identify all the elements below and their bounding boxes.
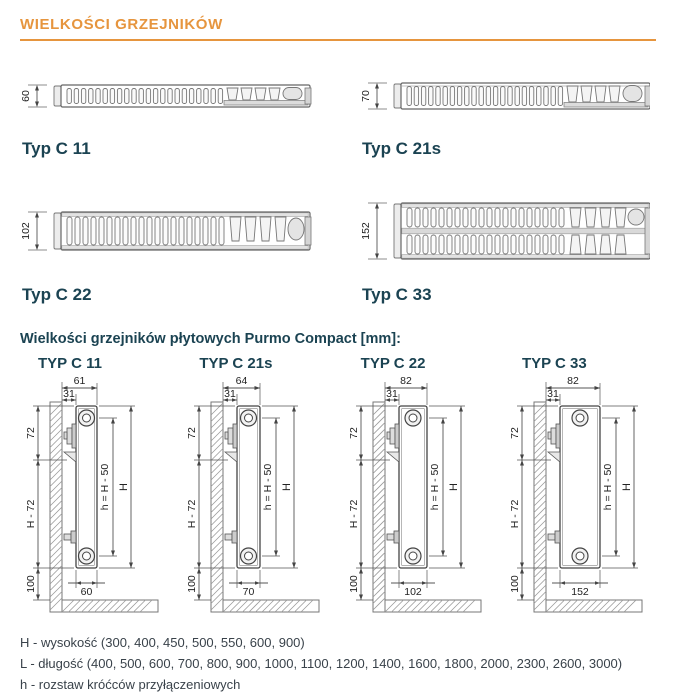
c33-label: Typ C 33	[362, 285, 432, 304]
c33-cross-section-figure	[360, 187, 656, 275]
c21s-radiator-depth: 70	[242, 586, 255, 598]
c33-height-label: H	[620, 483, 633, 491]
c11-radiator-depth: 60	[80, 586, 93, 598]
drawing-column-c22	[343, 355, 495, 622]
c11-cross-section-drawing	[20, 77, 330, 115]
c21s-cross-section-drawing	[360, 75, 650, 117]
c33-depth-dimension: 152	[360, 222, 372, 240]
c22-wall-height: H - 72	[347, 499, 360, 529]
c22-total-depth: 82	[399, 375, 412, 387]
c21s-floor-clearance: 100	[186, 575, 199, 593]
c22-cross-section-figure	[20, 187, 360, 275]
c22-connection-spacing: h = H - 50	[428, 463, 441, 511]
c11-total-depth: 61	[73, 375, 86, 387]
drawing-column-c33	[504, 355, 656, 622]
c33-wall-height: H - 72	[508, 499, 521, 529]
c33-radiator-depth: 152	[571, 586, 589, 598]
c33-cross-section-drawing	[360, 195, 650, 267]
section-subtitle: Wielkości grzejników płytowych Purmo Compact [mm]:	[20, 331, 401, 347]
installation-drawings	[20, 355, 656, 622]
c11-wall-distance: 31	[63, 388, 75, 400]
legend-connection-spacing: h - rozstaw króćców przyłączeniowych	[20, 677, 241, 692]
c21s-connection-spacing: h = H - 50	[262, 463, 275, 511]
c33-drawing-title: TYP C 33	[521, 355, 587, 372]
c22-top-margin: 72	[347, 427, 360, 439]
cross-section-c11	[20, 67, 360, 159]
title-divider	[20, 39, 656, 41]
c33-wall-distance: 31	[547, 388, 559, 400]
c22-wall-distance: 31	[385, 388, 398, 400]
cross-section-c22	[20, 159, 360, 305]
c22-radiator-depth: 102	[403, 586, 422, 598]
c33-installation-drawing	[504, 372, 656, 622]
cross-section-c33	[360, 159, 656, 305]
c21s-wall-distance: 31	[224, 388, 237, 400]
c21s-label: Typ C 21s	[362, 139, 442, 158]
drawing-column-c11	[20, 355, 172, 622]
c11-depth-dimension: 60	[20, 90, 32, 102]
c22-height-label: H	[447, 483, 460, 491]
c33-floor-clearance: 100	[508, 575, 521, 593]
c22-drawing-title: TYP C 22	[360, 355, 426, 372]
c33-connection-spacing: h = H - 50	[601, 463, 614, 511]
cross-section-c21s	[360, 67, 656, 159]
c21s-height-label: H	[281, 483, 294, 491]
c33-top-margin: 72	[508, 427, 521, 439]
c11-top-margin: 72	[25, 427, 37, 439]
c21s-drawing-title: TYP C 21s	[199, 355, 273, 372]
c11-drawing-title: TYP C 11	[38, 355, 102, 372]
cross-section-grid	[20, 67, 656, 305]
c21s-depth-dimension: 70	[360, 90, 372, 102]
c22-cross-section-drawing	[20, 204, 330, 258]
c22-installation-drawing	[343, 372, 495, 622]
c21s-wall-height: H - 72	[186, 499, 199, 529]
c11-wall-height: H - 72	[25, 499, 37, 529]
drawing-column-c21s	[181, 355, 333, 622]
c33-total-depth: 82	[567, 375, 579, 387]
legend-length: L - długość (400, 500, 600, 700, 800, 900, 1000, 1100, 1200, 1400, 1600, 1800, 2000, 2300, 2600, 3000)	[20, 656, 623, 671]
c22-floor-clearance: 100	[347, 575, 360, 593]
c11-height-label: H	[118, 483, 130, 491]
c21s-total-depth: 64	[235, 375, 248, 387]
c11-floor-clearance: 100	[25, 575, 37, 593]
c11-connection-spacing: h = H - 50	[99, 463, 111, 511]
c21s-top-margin: 72	[186, 427, 199, 439]
c22-depth-dimension: 102	[20, 222, 32, 240]
c11-label: Typ C 11	[22, 139, 91, 158]
c11-installation-drawing	[20, 372, 172, 622]
c11-cross-section-figure	[20, 67, 360, 125]
legend-height: H - wysokość (300, 400, 450, 500, 550, 600, 900)	[20, 635, 305, 650]
c22-label: Typ C 22	[22, 285, 92, 304]
legend	[20, 632, 656, 695]
c21s-cross-section-figure	[360, 67, 656, 125]
page-title: WIELKOŚCI GRZEJNIKÓW	[20, 16, 223, 33]
c21s-installation-drawing	[181, 372, 333, 622]
